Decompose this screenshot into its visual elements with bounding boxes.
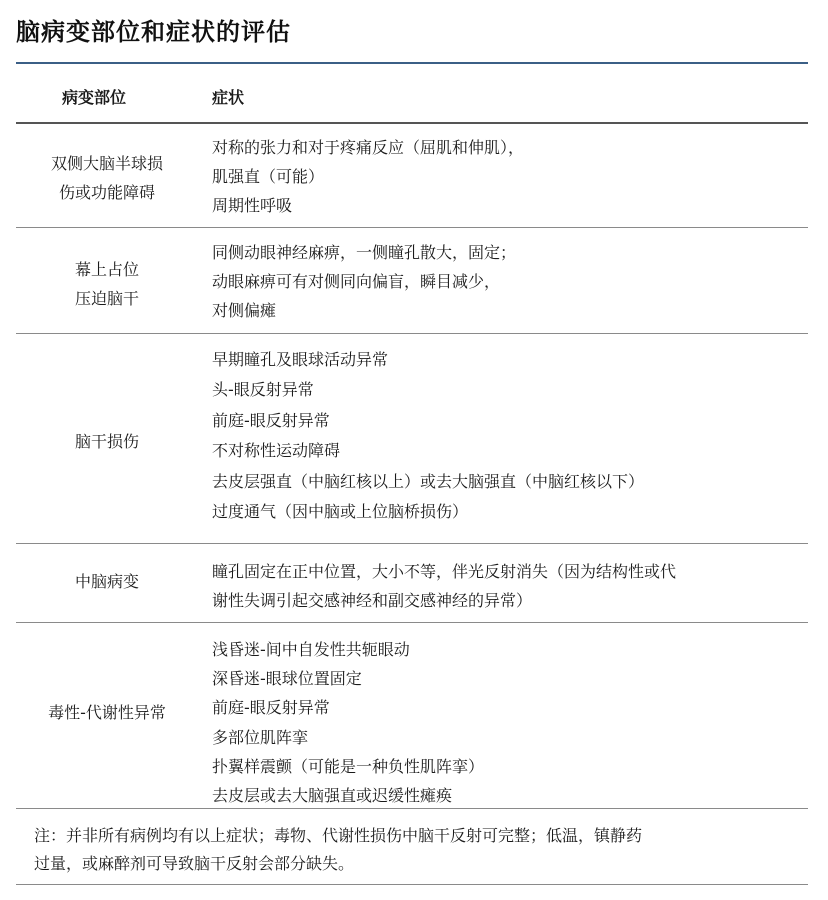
symptom-line: 对侧偏瘫	[212, 301, 277, 320]
symptom-line: 同侧动眼神经麻痹，一侧瞳孔散大，固定；	[212, 243, 517, 262]
symptom-line: 瞳孔固定在正中位置，大小不等，伴光反射消失（因为结构性或代	[212, 562, 677, 581]
row-4-location-line: 中脑病变	[74, 571, 139, 591]
symptom-line: 浅昏迷-间中自发性共轭眼动	[212, 640, 410, 659]
header-divider	[16, 122, 808, 124]
symptom-line: 早期瞳孔及眼球活动异常	[212, 350, 389, 369]
row-3-location-line: 脑干损伤	[74, 431, 139, 451]
row-1-location-line: 双侧大脑半球损	[50, 154, 163, 173]
row-2-location	[16, 246, 198, 322]
row-1-symptoms	[212, 133, 802, 220]
symptom-line: 去皮层或去大脑强直或迟缓性瘫痪	[212, 786, 453, 806]
symptom-line: 前庭-眼反射异常	[212, 698, 330, 718]
bottom-divider	[16, 884, 808, 885]
row-divider	[16, 333, 808, 334]
symptom-line: 深昏迷-眼球位置固定	[212, 669, 362, 689]
row-2-symptoms	[212, 238, 802, 325]
row-divider	[16, 227, 808, 228]
row-4-symptoms	[212, 557, 802, 615]
header-symptoms: 症状	[212, 88, 245, 107]
row-divider	[16, 622, 808, 623]
row-5-location	[16, 697, 198, 727]
title-underline	[16, 62, 808, 64]
symptom-line: 动眼麻痹可有对侧同向偏盲，瞬目减少，	[212, 272, 501, 291]
row-3-symptoms	[212, 345, 802, 527]
symptom-line: 肌强直（可能）	[212, 167, 325, 186]
page-title: 脑病变部位和症状的评估	[16, 18, 291, 46]
header-location: 病变部位	[62, 88, 127, 107]
symptom-line: 多部位肌阵挛	[212, 727, 309, 747]
row-5-location-line: 毒性-代谢性异常	[48, 702, 166, 722]
footnote-line: 过量，或麻醉剂可导致脑干反射会部分缺失。	[34, 854, 355, 873]
row-5-symptoms	[212, 635, 802, 810]
symptom-line: 不对称性运动障碍	[212, 441, 341, 461]
row-2-location-line: 幕上占位	[74, 260, 139, 279]
footnote	[34, 822, 794, 878]
row-1-location	[16, 140, 198, 216]
symptom-line: 前庭-眼反射异常	[212, 410, 330, 430]
row-4-location	[16, 566, 198, 596]
symptom-line: 头-眼反射异常	[212, 380, 314, 400]
row-3-location	[16, 426, 198, 456]
row-1-location-line: 伤或功能障碍	[58, 183, 155, 202]
symptom-line: 去皮层强直（中脑红核以上）或去大脑强直（中脑红核以下）	[212, 471, 645, 491]
symptom-line: 扑翼样震颤（可能是一种负性肌阵挛）	[212, 756, 485, 776]
symptom-line: 过度通气（因中脑或上位脑桥损伤）	[212, 502, 469, 522]
symptom-line: 谢性失调引起交感神经和副交感神经的异常）	[212, 591, 533, 610]
symptom-line: 对称的张力和对于疼痛反应（屈肌和伸肌），	[212, 138, 525, 157]
symptom-line: 周期性呼吸	[212, 196, 293, 215]
footnote-line: 注：并非所有病例均有以上症状；毒物、代谢性损伤中脑干反射可完整；低温，镇静药	[34, 826, 643, 845]
row-divider	[16, 543, 808, 544]
row-divider	[16, 808, 808, 809]
row-2-location-line: 压迫脑干	[74, 289, 139, 308]
